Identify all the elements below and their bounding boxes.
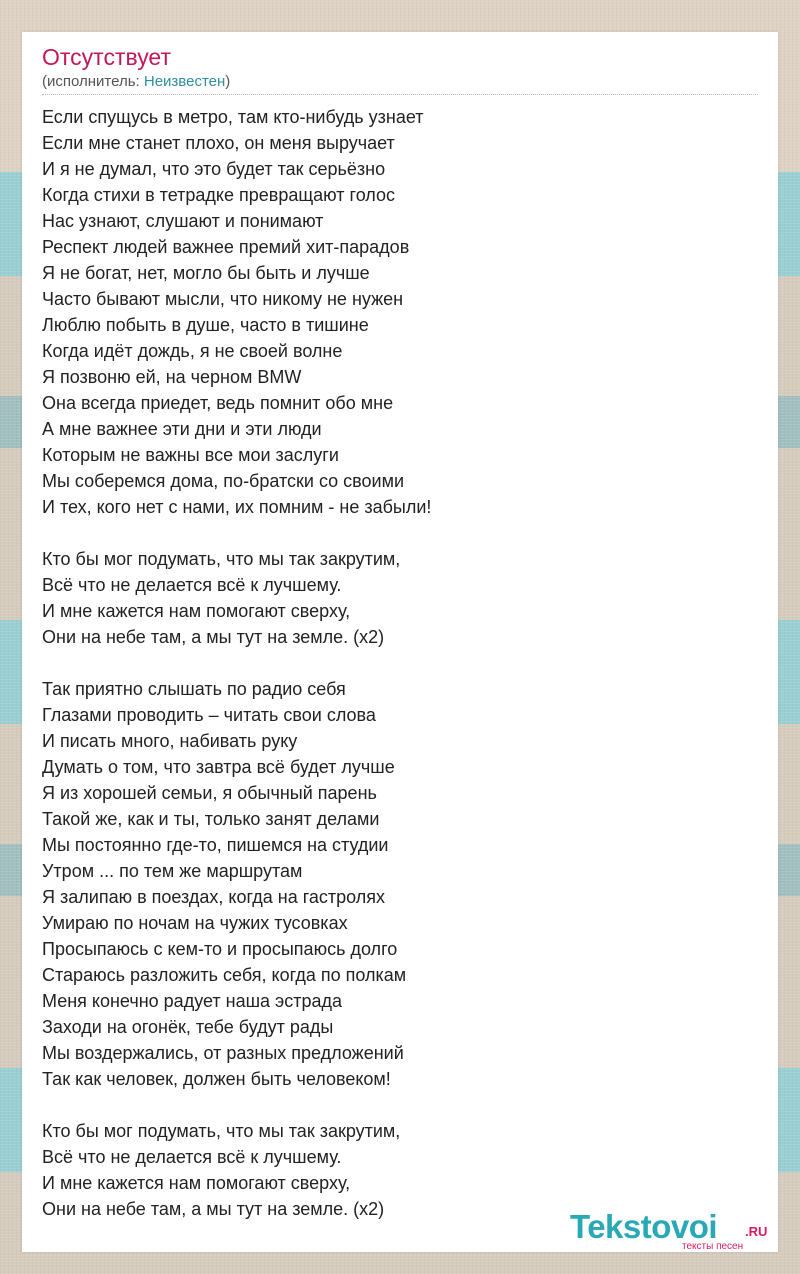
lyric-line: И писать много, набивать руку [42, 731, 298, 751]
lyric-line: Всё что не делается всё к лучшему. [42, 575, 342, 595]
lyric-line: Я не богат, нет, могло бы быть и лучше [42, 263, 370, 283]
artist-line [42, 73, 230, 91]
lyric-line: Люблю побыть в душе, часто в тишине [42, 315, 369, 335]
artist-suffix: ) [225, 73, 231, 90]
lyric-line: Кто бы мог подумать, что мы так закрутим, [42, 549, 401, 569]
lyric-line: Мы постоянно где-то, пишемся на студии [42, 835, 389, 855]
lyric-line: Мы воздержались, от разных предложений [42, 1043, 404, 1063]
lyrics-card [22, 32, 778, 1252]
title-separator [42, 94, 758, 95]
site-logo[interactable] [570, 1207, 776, 1251]
lyric-line: Заходи на огонёк, тебе будут рады [42, 1017, 334, 1037]
lyrics-text [42, 104, 431, 1222]
stanza-break [42, 520, 431, 546]
lyric-line: Мы соберемся дома, по-братски со своими [42, 471, 405, 491]
lyric-line: Так как человек, должен быть человеком! [42, 1069, 391, 1089]
lyric-line: Она всегда приедет, ведь помнит обо мне [42, 393, 394, 413]
lyric-line: Утром ... по тем же маршрутам [42, 861, 303, 881]
lyric-line: Меня конечно радует наша эстрада [42, 991, 343, 1011]
lyric-line: Стараюсь разложить себя, когда по полкам [42, 965, 407, 985]
lyric-line: Я позвоню ей, на черном BMW [42, 367, 302, 387]
lyric-line: Когда идёт дождь, я не своей волне [42, 341, 343, 361]
stanza-break [42, 1092, 431, 1118]
logo-tagline: тексты песен [682, 1241, 744, 1252]
lyric-line: Я залипаю в поездах, когда на гастролях [42, 887, 386, 907]
stanza-break [42, 650, 431, 676]
artist-prefix: (исполнитель: [42, 73, 144, 90]
lyric-line: А мне важнее эти дни и эти люди [42, 419, 322, 439]
lyric-line: Респект людей важнее премий хит-парадов [42, 237, 410, 257]
lyric-line: Такой же, как и ты, только занят делами [42, 809, 380, 829]
logo-tld: .RU [745, 1224, 768, 1239]
lyric-line: И мне кажется нам помогают сверху, [42, 601, 351, 621]
lyric-line: Всё что не делается всё к лучшему. [42, 1147, 342, 1167]
lyric-line: Умираю по ночам на чужих тусовках [42, 913, 348, 933]
lyric-line: Часто бывают мысли, что никому не нужен [42, 289, 404, 309]
lyric-line: Кто бы мог подумать, что мы так закрутим, [42, 1121, 401, 1141]
lyric-line: Думать о том, что завтра всё будет лучше [42, 757, 395, 777]
lyric-line: Когда стихи в тетрадке превращают голос [42, 185, 396, 205]
lyric-line: Если мне станет плохо, он меня выручает [42, 133, 395, 153]
song-title: Отсутствует [42, 44, 171, 70]
lyric-line: Нас узнают, слушают и понимают [42, 211, 324, 231]
lyric-line: Так приятно слышать по радио себя [42, 679, 346, 699]
lyric-line: Они на небе там, а мы тут на земле. (x2) [42, 627, 385, 647]
lyric-line: Я из хорошей семьи, я обычный парень [42, 783, 377, 803]
lyric-line: Если спущусь в метро, там кто-нибудь узнает [42, 107, 424, 127]
artist-link[interactable]: Неизвестен [143, 73, 226, 90]
lyric-line: Глазами проводить – читать свои слова [42, 705, 376, 725]
lyric-line: Они на небе там, а мы тут на земле. (x2) [42, 1199, 385, 1219]
lyric-line: И мне кажется нам помогают сверху, [42, 1173, 351, 1193]
lyric-line: Просыпаюсь с кем-то и просыпаюсь долго [42, 939, 398, 959]
lyric-line: Которым не важны все мои заслуги [42, 445, 339, 465]
lyric-line: И я не думал, что это будет так серьёзно [42, 159, 386, 179]
lyric-line: И тех, кого нет с нами, их помним - не забыли! [42, 497, 432, 517]
logo-name: Tekstovoi [570, 1208, 718, 1245]
